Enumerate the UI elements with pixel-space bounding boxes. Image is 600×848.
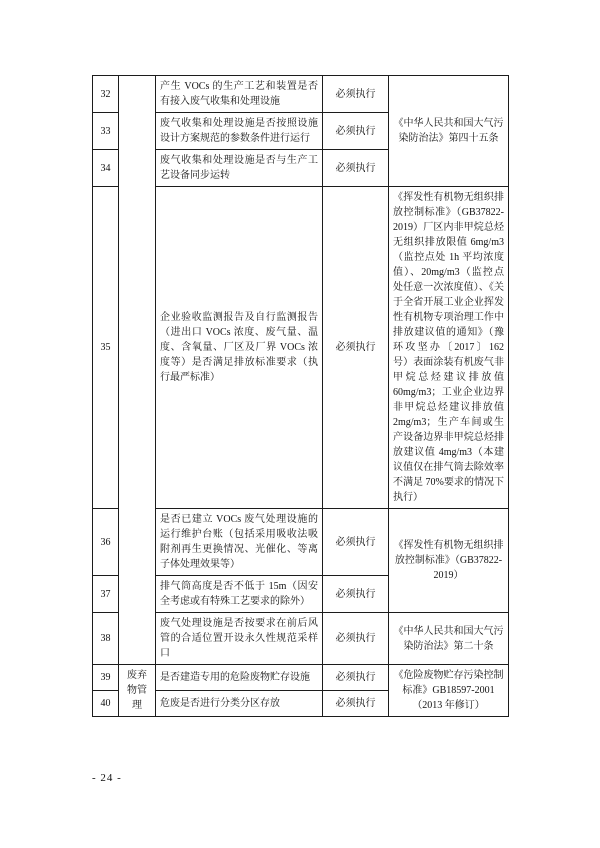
inspection-item-cell: 是否建造专用的危险废物贮存设施 bbox=[156, 665, 323, 691]
execution-requirement-cell: 必须执行 bbox=[323, 576, 389, 613]
table-row-38 bbox=[93, 613, 509, 665]
row-number-cell: 39 bbox=[93, 665, 119, 691]
legal-basis-cell: 《危险废物贮存污染控制标准》GB18597-2001（2013 年修订） bbox=[389, 665, 509, 717]
inspection-item-cell: 是否已建立 VOCs 废气处理设施的运行维护台账（包括采用吸收法吸附剂再生更换情况、光催化、等离子体处理效果等） bbox=[156, 509, 323, 576]
legal-basis-cell: 《挥发性有机物无组织排放控制标准》（GB37822-2019） bbox=[389, 509, 509, 613]
legal-basis-cell: 《挥发性有机物无组织排放控制标准》（GB37822-2019）厂区内非甲烷总烃无组织排放限值 6mg/m3（监控点处 1h 平均浓度值）、20mg/m3（监控点处任意一次浓度值）、《关于全省开展工业企业挥发性有机物专项治理工作中排放建议值的通知》（豫环攻坚办〔2017〕162 号）表面涂装有机废气非甲烷总烃建议排放值 60mg/m3；工业企业边界非甲烷总烃建议排放值 2mg/m3；生产车间或生产设备边界非甲烷总烃排放建议值 4mg/m3（本建议值仅在排气筒去除效率不满足 70%要求的情况下执行） bbox=[389, 187, 509, 509]
category-cell-waste-management: 废弃物管理 bbox=[119, 665, 156, 717]
execution-requirement-cell: 必须执行 bbox=[323, 76, 389, 113]
inspection-item-cell: 废气处理设施是否按要求在前后风管的合适位置开设永久性规范采样口 bbox=[156, 613, 323, 665]
inspection-item-cell: 企业验收监测报告及自行监测报告（进出口 VOCs 浓度、废气量、温度、含氧量、厂区及厂界 VOCs 浓度等）是否满足排放标准要求（执行最严标准） bbox=[156, 187, 323, 509]
execution-requirement-cell: 必须执行 bbox=[323, 113, 389, 150]
execution-requirement-cell: 必须执行 bbox=[323, 665, 389, 691]
row-number-cell: 33 bbox=[93, 113, 119, 150]
legal-basis-cell: 《中华人民共和国大气污染防治法》第四十五条 bbox=[389, 76, 509, 187]
table-row-32 bbox=[93, 76, 509, 113]
execution-requirement-cell: 必须执行 bbox=[323, 691, 389, 717]
inspection-item-cell: 废气收集和处理设施是否与生产工艺设备同步运转 bbox=[156, 150, 323, 187]
table-row-39 bbox=[93, 665, 509, 691]
execution-requirement-cell: 必须执行 bbox=[323, 187, 389, 509]
row-number-cell: 40 bbox=[93, 691, 119, 717]
row-number-cell: 38 bbox=[93, 613, 119, 665]
table-row-35 bbox=[93, 187, 509, 509]
row-number-cell: 34 bbox=[93, 150, 119, 187]
inspection-item-cell: 排气筒高度是否不低于 15m（因安全考虑或有特殊工艺要求的除外） bbox=[156, 576, 323, 613]
row-number-cell: 32 bbox=[93, 76, 119, 113]
row-number-cell: 37 bbox=[93, 576, 119, 613]
legal-basis-cell: 《中华人民共和国大气污染防治法》第二十条 bbox=[389, 613, 509, 665]
category-cell-continued bbox=[119, 76, 156, 665]
row-number-cell: 35 bbox=[93, 187, 119, 509]
inspection-item-cell: 危废是否进行分类分区存放 bbox=[156, 691, 323, 717]
row-number-cell: 36 bbox=[93, 509, 119, 576]
table-row-36 bbox=[93, 509, 509, 576]
execution-requirement-cell: 必须执行 bbox=[323, 509, 389, 576]
page-number: - 24 - bbox=[92, 772, 122, 784]
inspection-item-cell: 废气收集和处理设施是否按照设施设计方案规范的参数条件进行运行 bbox=[156, 113, 323, 150]
inspection-item-cell: 产生 VOCs 的生产工艺和装置是否有接入废气收集和处理设施 bbox=[156, 76, 323, 113]
compliance-table bbox=[92, 75, 509, 717]
execution-requirement-cell: 必须执行 bbox=[323, 150, 389, 187]
execution-requirement-cell: 必须执行 bbox=[323, 613, 389, 665]
